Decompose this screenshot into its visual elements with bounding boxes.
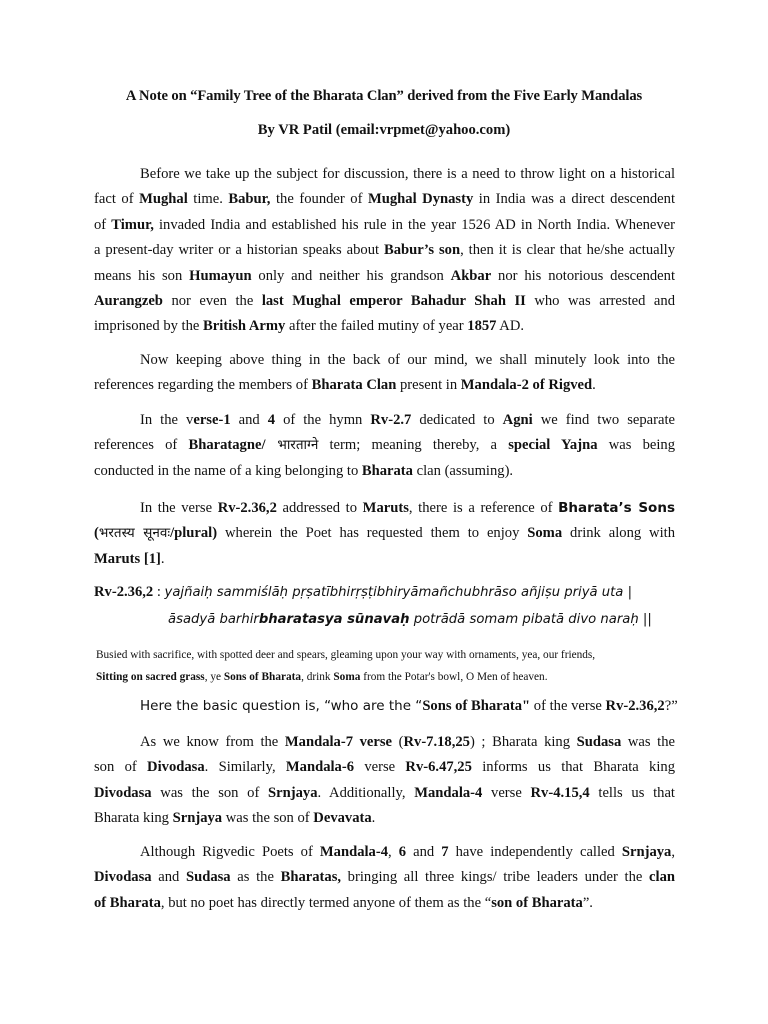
text-line: Now keeping above thing in the back of our mind, we shall minutely look into the [140, 352, 675, 368]
text-line: imprisoned by the British Army after the failed mutiny of year 1857 AD. [94, 318, 525, 335]
text-line: references regarding the members of Bharata Clan present in Mandala-2 of Rigved. [94, 377, 596, 394]
text-line: (भरतस्य सूनवः/plural) wherein the Poet has requested them to enjoy Soma drink along with [94, 525, 676, 542]
text-line: conducted in the name of a king belonging to Bharata clan (assuming). [94, 462, 514, 479]
text-line: Divodasa and Sudasa as the Bharatas, bringing all three kings/ tribe leaders under the clan [94, 869, 675, 886]
paragraph-bharatas-conclusion [94, 840, 675, 916]
text-line: fact of Mughal time. Babur, the founder of Mughal Dynasty in India was a direct descendent [94, 191, 676, 208]
text-line: of Bharata, but no poet has directly termed anyone of them as the “son of Bharata”. [94, 894, 593, 911]
translation-line: Busied with sacrifice, with spotted deer and spears, gleaming upon your way with ornaments, yea, our friends, [96, 649, 596, 661]
author-byline: By VR Patil (email:vrpmet@yahoo.com) [257, 122, 511, 138]
text-line: Aurangzeb nor even the last Mughal emperor Bahadur Shah II who was arrested and [94, 293, 675, 310]
text-line: of Timur, invaded India and established his rule in the year 1526 AD in North India. Whenever [94, 216, 675, 233]
verse-line-2: āsadyā barhirbharatasya sūnavaḥ potrādā somam pibatā divo naraḥ || [168, 612, 652, 627]
text-line: In the verse-1 and 4 of the hymn Rv-2.7 dedicated to Agni we find two separate [140, 412, 675, 428]
paragraph-question [94, 694, 678, 719]
verse-text: yajñaiḥ sammiślāḥ pṛṣatībhirṛṣṭibhiryāmañchubhrāso añjiṣu priyā uta | [164, 585, 633, 600]
paragraph-lineage [94, 730, 675, 832]
verse-label: Rv-2.36,2 [94, 584, 154, 600]
paragraph-mughal-history [94, 162, 675, 340]
translation-line: Sitting on sacred grass, ye Sons of Bharata, drink Soma from the Potar's bowl, O Men of heaven. [96, 671, 548, 683]
paragraph-bharata-clan [94, 348, 675, 399]
text-line: In the verse Rv-2.36,2 addressed to Maruts, there is a reference of Bharata’s Sons [140, 500, 675, 516]
paragraph-bharatagne [94, 408, 675, 484]
text-line: As we know from the Mandala-7 verse (Rv-7.18,25) ; Bharata king Sudasa was the [140, 734, 675, 750]
text-line: Bharata king Srnjaya was the son of Devavata. [94, 810, 376, 827]
document-title: A Note on “Family Tree of the Bharata Clan” derived from the Five Early Mandalas [125, 88, 643, 104]
paragraph-bharatas-sons [94, 496, 675, 572]
text-line: Before we take up the subject for discussion, there is a need to throw light on a historical [140, 166, 675, 182]
text-line: a present-day writer or a historian speaks about Babur’s son, then it is clear that he/she actually [94, 242, 676, 259]
text-line: Divodasa was the son of Srnjaya. Additionally, Mandala-4 verse Rv-4.15,4 tells us that [94, 784, 675, 801]
text-line: means his son Humayun only and neither his grandson Akbar nor his notorious descendent [94, 267, 675, 284]
verse-translation [96, 644, 595, 688]
text-line: references of Bharatagne/ भारताग्ने term; meaning thereby, a special Yajna was being [94, 437, 675, 454]
text-line: Here the basic question is, “who are the “Sons of Bharata" of the verse Rv-2.36,2?” [140, 698, 678, 714]
text-line: son of Divodasa. Similarly, Mandala-6 verse Rv-6.47,25 informs us that Bharata king [94, 759, 676, 776]
text-line: Although Rigvedic Poets of Mandala-4, 6 and 7 have independently called Srnjaya, [140, 844, 675, 860]
text-line: Maruts [1]. [94, 550, 165, 567]
verse-line-1: Rv-2.36,2 : yajñaiḥ sammiślāḥ pṛṣatībhirṛṣṭibhiryāmañchubhrāso añjiṣu priyā uta | [94, 584, 633, 600]
